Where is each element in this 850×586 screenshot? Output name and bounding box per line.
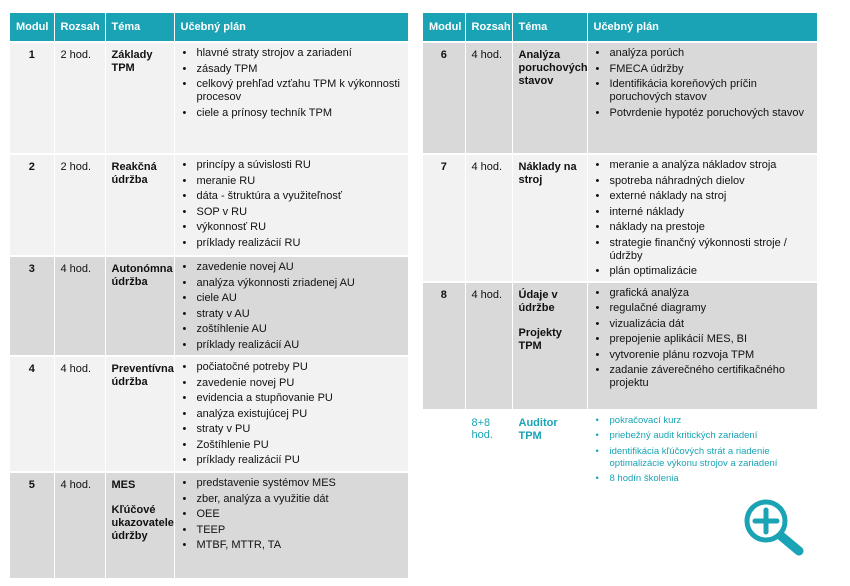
module-topic	[105, 42, 174, 154]
plan-item: • dáta - štruktúra a využiteľnosť	[181, 190, 403, 203]
module-topic-title: Údaje v údržbe	[518, 288, 558, 314]
header-rozsah: Rozsah	[465, 13, 512, 42]
header-rozsah: Rozsah	[54, 13, 105, 42]
plan-item: • plán optimalizácie	[594, 265, 812, 278]
plan-item: • regulačné diagramy	[594, 302, 812, 315]
module-plan	[587, 42, 817, 154]
right-curriculum-table	[423, 13, 817, 496]
table-row	[423, 154, 817, 282]
table-row	[423, 282, 817, 410]
plan-item: • pokračovací kurz	[594, 415, 812, 427]
plan-item: • identifikácia kľúčových strát a riadenie optimalizácie výkonu strojov a zariadení	[594, 446, 812, 470]
module-topic	[105, 472, 174, 578]
plan-item: • zavedenie novej AU	[181, 261, 403, 274]
module-plan	[174, 356, 408, 472]
header-modul: Modul	[423, 13, 465, 42]
module-number: 7	[423, 154, 465, 282]
module-plan	[587, 410, 817, 496]
plan-item: • Potvrdenie hypotéz poruchových stavov	[594, 107, 812, 120]
plan-item: • prepojenie aplikácií MES, BI	[594, 333, 812, 346]
module-number: 2	[10, 154, 54, 256]
plan-item: • výkonnosť RU	[181, 221, 403, 234]
plan-item: • OEE	[181, 508, 403, 521]
module-duration: 4 hod.	[54, 356, 105, 472]
plan-item: • FMECA údržby	[594, 63, 812, 76]
plan-item: • zoštíhlenie AU	[181, 323, 403, 336]
table-row	[10, 154, 408, 256]
table-header-row	[423, 13, 817, 42]
plan-item: • náklady na prestoje	[594, 221, 812, 234]
plan-item: • MTBF, MTTR, TA	[181, 539, 403, 552]
plan-item: • príklady realizácií AU	[181, 339, 403, 352]
module-number: 5	[10, 472, 54, 578]
module-topic-subtitle: Projekty TPM	[518, 326, 562, 352]
plan-item: • ciele AU	[181, 292, 403, 305]
module-plan	[587, 154, 817, 282]
table-row	[10, 42, 408, 154]
module-topic	[512, 282, 587, 410]
plan-item: • externé náklady na stroj	[594, 190, 812, 203]
plan-item: • ciele a prínosy techník TPM	[181, 107, 403, 120]
plan-item: • zadanie záverečného certifikačného projektu	[594, 364, 812, 390]
plan-item: • Zoštíhlenie PU	[181, 439, 403, 452]
module-topic	[105, 356, 174, 472]
plan-item: • spotreba náhradných dielov	[594, 175, 812, 188]
module-topic-title: Reakčná údržba	[111, 161, 157, 186]
table-row	[10, 472, 408, 578]
plan-item: • straty v AU	[181, 308, 403, 321]
module-number: 6	[423, 42, 465, 154]
module-duration: 4 hod.	[465, 282, 512, 410]
plan-item: • analýza výkonnosti zriadenej AU	[181, 277, 403, 290]
module-topic-title: MES	[111, 479, 136, 491]
module-number: 4	[10, 356, 54, 472]
plan-item: • celkový prehľad vzťahu TPM k výkonnosti procesov	[181, 78, 403, 104]
plan-list	[592, 287, 812, 391]
header-plan: Učebný plán	[587, 13, 817, 42]
module-plan	[174, 472, 408, 578]
module-number	[423, 410, 465, 496]
left-curriculum-table	[10, 13, 408, 578]
plan-list	[179, 47, 403, 120]
module-duration: 4 hod.	[465, 42, 512, 154]
table-row	[10, 256, 408, 356]
module-topic	[105, 154, 174, 256]
plan-item: • SOP v RU	[181, 206, 403, 219]
plan-item: • straty v PU	[181, 423, 403, 436]
plan-item: • počiatočné potreby PU	[181, 361, 403, 374]
plan-list	[592, 415, 812, 486]
plan-item: • priebežný audit kritických zariadení	[594, 430, 812, 442]
plan-list	[179, 361, 403, 467]
module-duration: 4 hod.	[54, 472, 105, 578]
module-duration: 2 hod.	[54, 154, 105, 256]
plan-item: • vizualizácia dát	[594, 318, 812, 331]
module-topic-title: Preventívna údržba	[111, 363, 174, 388]
module-plan	[174, 256, 408, 356]
plan-item: • meranie a analýza nákladov stroja	[594, 159, 812, 172]
table-row	[423, 42, 817, 154]
plan-item: • Identifikácia koreňových príčin poruchových stavov	[594, 78, 812, 104]
plan-list	[592, 47, 812, 120]
plan-item: • príklady realizácií RU	[181, 237, 403, 250]
module-plan	[587, 282, 817, 410]
module-topic-title: Náklady na stroj	[518, 161, 577, 186]
header-plan: Učebný plán	[174, 13, 408, 42]
table-row	[423, 410, 817, 496]
module-topic-title: Auditor TPM	[518, 416, 558, 442]
table-header-row	[10, 13, 408, 42]
plan-item: • príklady realizácií PU	[181, 454, 403, 467]
module-duration: 4 hod.	[465, 154, 512, 282]
plan-item: • grafická analýza	[594, 287, 812, 300]
module-topic	[512, 410, 587, 496]
module-topic-title: Analýza poruchových stavov	[518, 49, 588, 87]
module-topic-subtitle: Kľúčové ukazovatele údržby	[111, 504, 174, 542]
module-number: 3	[10, 256, 54, 356]
plan-item: • predstavenie systémov MES	[181, 477, 403, 490]
module-plan	[174, 154, 408, 256]
header-tema: Téma	[512, 13, 587, 42]
module-duration: 2 hod.	[54, 42, 105, 154]
header-modul: Modul	[10, 13, 54, 42]
plan-list	[179, 261, 403, 352]
plan-item: • 8 hodín školenia	[594, 473, 812, 485]
plan-item: • evidencia a stupňovanie PU	[181, 392, 403, 405]
plan-list	[179, 477, 403, 552]
plan-item: • princípy a súvislosti RU	[181, 159, 403, 172]
plan-item: • meranie RU	[181, 175, 403, 188]
header-tema: Téma	[105, 13, 174, 42]
plan-item: • analýza existujúcej PU	[181, 408, 403, 421]
module-number: 8	[423, 282, 465, 410]
module-plan	[174, 42, 408, 154]
plan-item: • hlavné straty strojov a zariadení	[181, 47, 403, 60]
plan-item: • zavedenie novej PU	[181, 377, 403, 390]
plan-item: • vytvorenie plánu rozvoja TPM	[594, 349, 812, 362]
plan-item: • analýza porúch	[594, 47, 812, 60]
module-duration: 8+8 hod.	[465, 410, 512, 496]
plan-list	[592, 159, 812, 278]
plan-item: • zásady TPM	[181, 63, 403, 76]
zoom-in-icon[interactable]	[742, 497, 806, 557]
plan-item: • interné náklady	[594, 206, 812, 219]
plan-list	[179, 159, 403, 250]
module-topic	[105, 256, 174, 356]
plan-item: • zber, analýza a využitie dát	[181, 493, 403, 506]
plan-item: • TEEP	[181, 524, 403, 537]
module-topic-title: Autonómna údržba	[111, 263, 173, 288]
module-topic	[512, 42, 587, 154]
module-topic	[512, 154, 587, 282]
module-number: 1	[10, 42, 54, 154]
table-row	[10, 356, 408, 472]
module-topic-title: Základy TPM	[111, 49, 153, 74]
module-duration: 4 hod.	[54, 256, 105, 356]
plan-item: • strategie finančný výkonnosti stroje / údržby	[594, 237, 812, 263]
